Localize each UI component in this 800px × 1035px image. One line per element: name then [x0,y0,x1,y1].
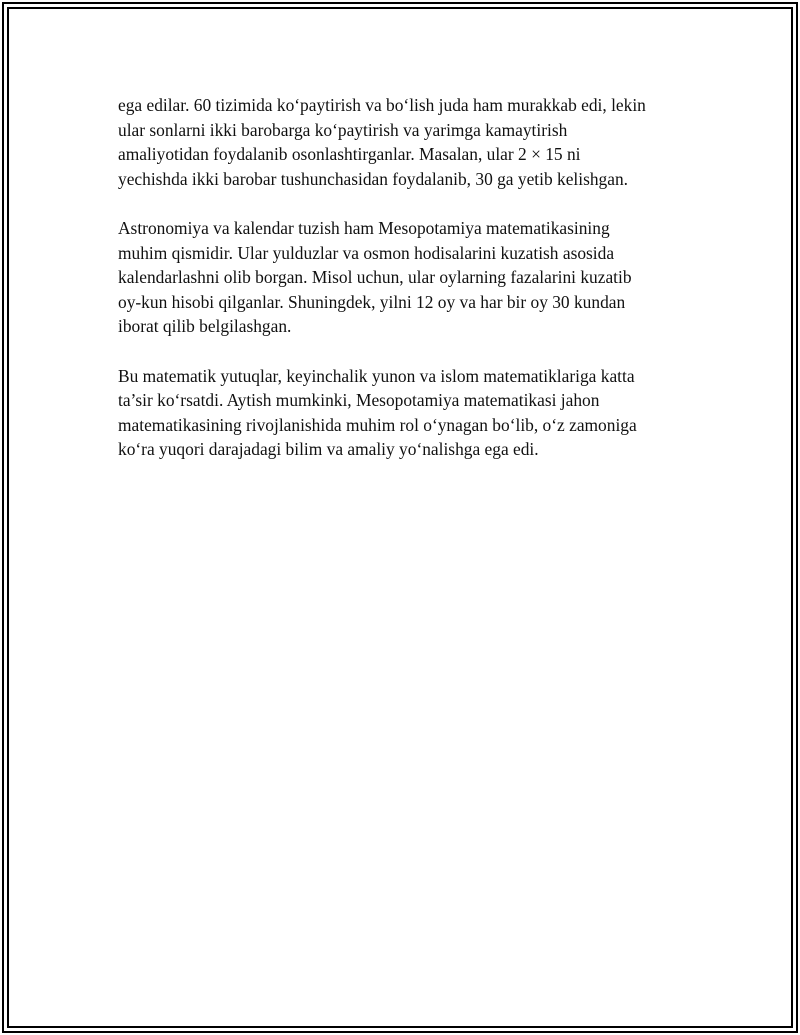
text-line: ta’sir ko‘rsatdi. Aytish mumkinki, Mesopotamiya matematikasi jahon [118,390,600,411]
text-line: ega edilar. 60 tizimida ko‘paytirish va bo‘lish juda ham murakkab edi, lekin [118,95,646,115]
text-line: oy-kun hisobi qilganlar. Shuningdek, yilni 12 oy va har bir oy 30 kundan [118,291,626,312]
text-line: matematikasining rivojlanishida muhim rol o‘ynagan bo‘lib, o‘z zamoniga [118,414,637,435]
text-line: iborat qilib belgilashgan. [118,316,292,337]
text-line: yechishda ikki barobar tushunchasidan foydalanib, 30 ga yetib kelishgan. [118,168,628,189]
text-line: ko‘ra yuqori darajadagi bilim va amaliy yo‘nalishga ega edi. [118,439,539,460]
text-line: Bu matematik yutuqlar, keyinchalik yunon va islom matematiklariga katta [118,365,635,386]
text-line: ular sonlarni ikki barobarga ko‘paytirish va yarimga kamaytirish [118,119,568,140]
paragraph-2 [118,216,690,339]
paragraph-1 [118,93,690,191]
paragraph-3 [118,364,690,462]
page-body [118,93,690,487]
text-line: kalendarlashni olib borgan. Misol uchun, ular oylarning fazalarini kuzatib [118,267,632,288]
text-line: Astronomiya va kalendar tuzish ham Mesopotamiya matematikasining [118,217,610,238]
text-line: amaliyotidan foydalanib osonlashtirganlar. Masalan, ular 2 × 15 ni [118,144,581,165]
text-line: muhim qismidir. Ular yulduzlar va osmon hodisalarini kuzatish asosida [118,242,615,263]
